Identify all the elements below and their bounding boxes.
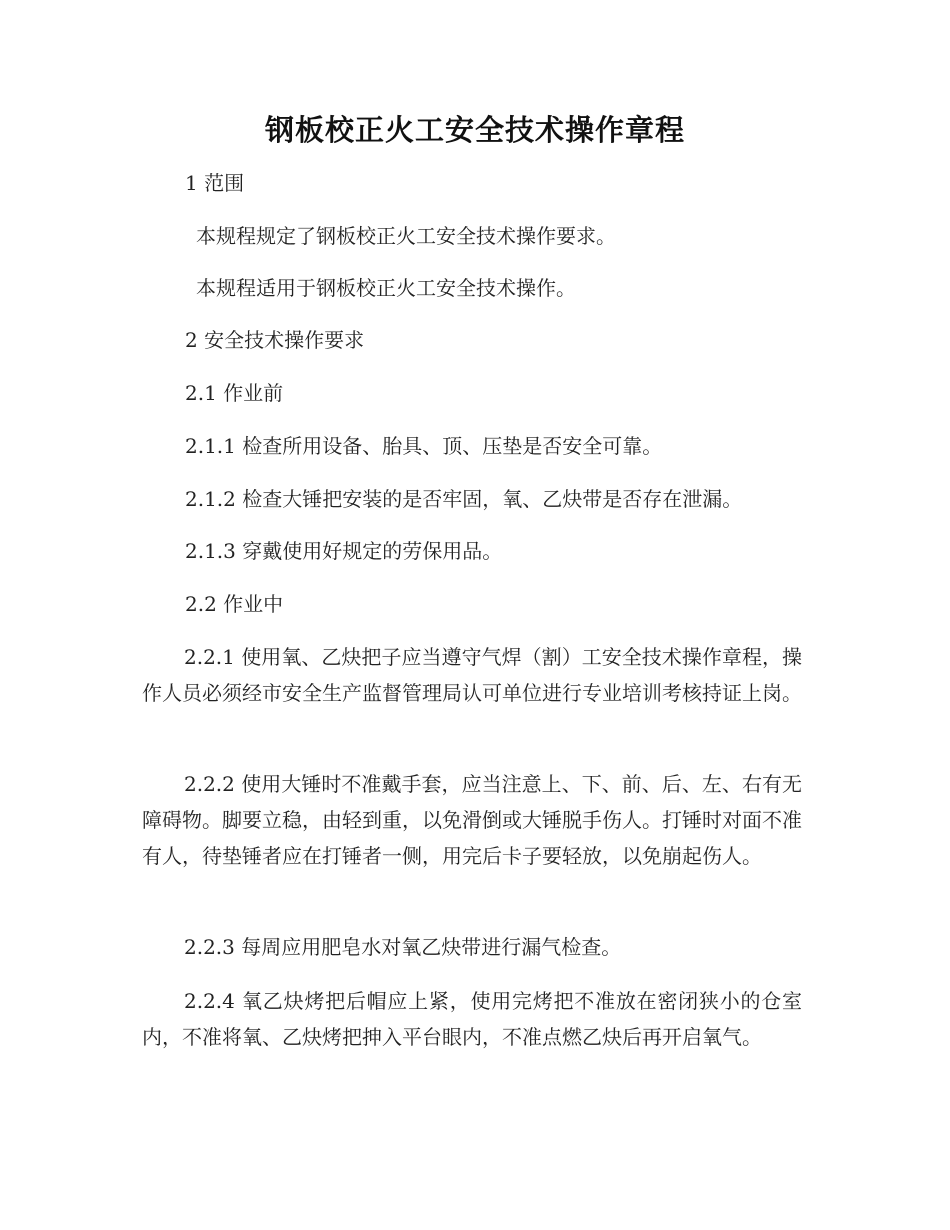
clause-2-2-4: 2.2.4 氧乙炔烤把后帽应上紧，使用完烤把不准放在密闭狭小的仓室内，不准将氧、乙炔烤把抻入平台眼内，不准点燃乙炔后再开启氧气。: [142, 989, 802, 1049]
scope-statement-1: 本规程规定了钢板校正火工安全技术操作要求。: [196, 224, 616, 248]
subsection-heading-during-work: 2.2 作业中: [185, 592, 284, 616]
clause-2-1-3: 2.1.3 穿戴使用好规定的劳保用品。: [185, 539, 503, 563]
clause-2-1-1: 2.1.1 检查所用设备、胎具、顶、压垫是否安全可靠。: [185, 434, 663, 458]
scope-statement-2: 本规程适用于钢板校正火工安全技术操作。: [196, 276, 576, 300]
clause-2-2-1: 2.2.1 使用氧、乙炔把子应当遵守气焊（割）工安全技术操作章程，操作人员必须经市安全生产监督管理局认可单位进行专业培训考核持证上岗。: [142, 645, 802, 705]
clause-2-2-2: 2.2.2 使用大锤时不准戴手套，应当注意上、下、前、后、左、右有无障碍物。脚要立稳，由轻到重，以免滑倒或大锤脱手伤人。打锤时对面不准有人，待垫锤者应在打锤者一侧，用完后卡子要轻放，以免崩起伤人。: [142, 772, 802, 868]
section-heading-requirements: 2 安全技术操作要求: [185, 328, 365, 352]
clause-2-1-2: 2.1.2 检查大锤把安装的是否牢固，氧、乙炔带是否存在泄漏。: [185, 487, 743, 511]
section-heading-scope: 1 范围: [185, 171, 245, 195]
subsection-heading-before-work: 2.1 作业前: [185, 381, 284, 405]
clause-2-2-3: 2.2.3 每周应用肥皂水对氧乙炔带进行漏气检查。: [184, 935, 622, 959]
document-title: 钢板校正火工安全技术操作章程: [264, 113, 685, 147]
